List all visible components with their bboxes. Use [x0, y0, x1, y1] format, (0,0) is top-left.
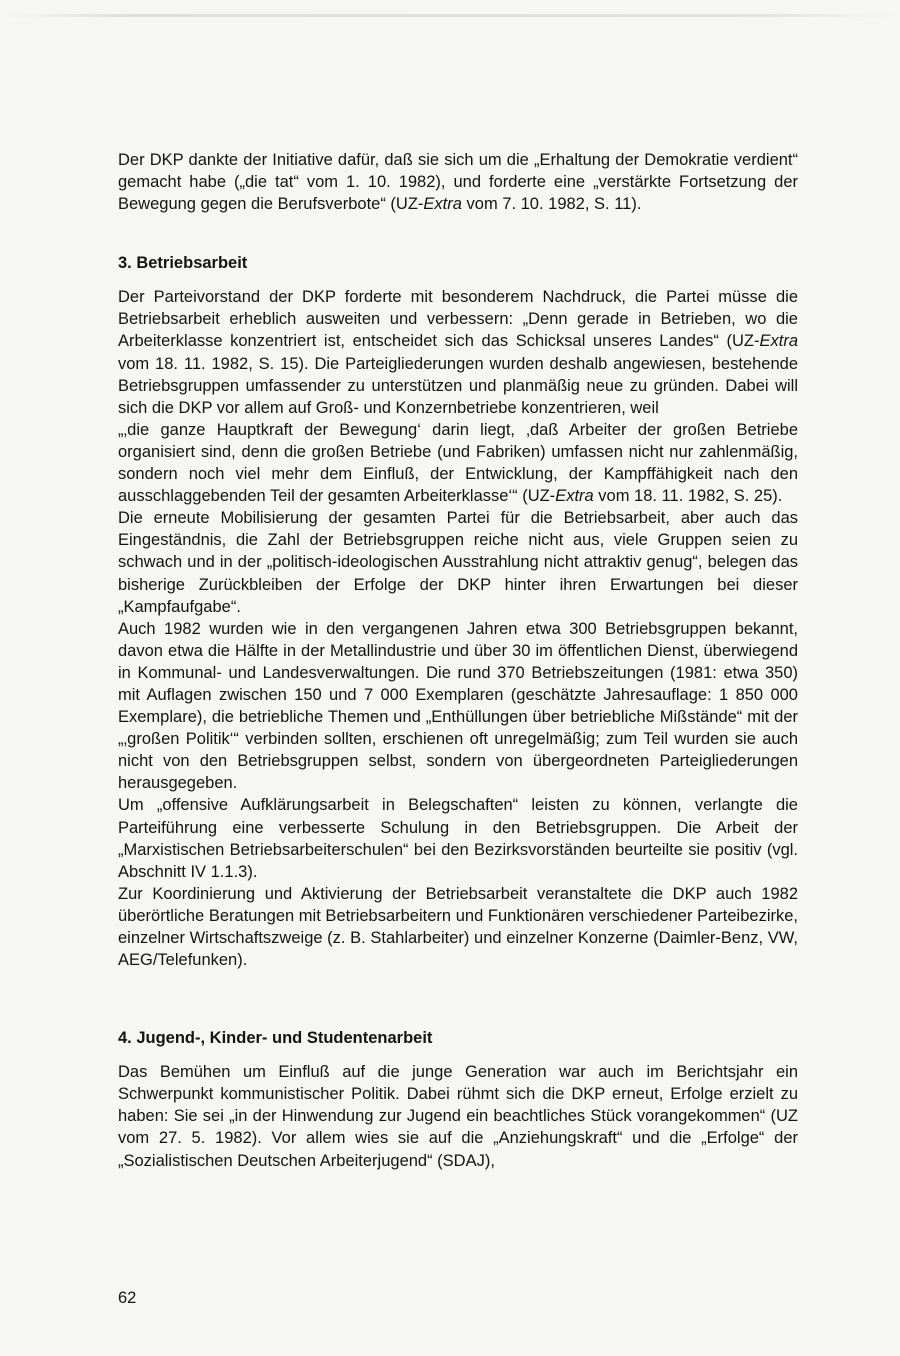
document-page — [118, 149, 798, 1172]
paragraph: Der Parteivorstand der DKP forderte mit besonderem Nachdruck, die Partei müsse die Betriebsarbeit erheblich ausweiten und verbessern: „Denn gerade in Betrieben, wo die Arbeiterklasse konzentriert ist, entscheidet sich das Schicksal unseres Landes“ (UZ-Extra vom 18. 11. 1982, S. 15). Die Parteigliederungen wurden deshalb angewiesen, bestehende Betriebsgruppen umfassender zu unterstützen und planmäßig neue zu gründen. Dabei will sich die DKP vor allem auf Groß- und Konzernbetriebe konzentrieren, weil — [118, 288, 798, 417]
block-quote: „‚die ganze Hauptkraft der Bewegung‘ darin liegt, ‚daß Arbeiter der großen Betriebe organisiert sind, denn die großen Betriebe (und Fabriken) umfassen nicht nur zahlenmäßig, sondern noch viel mehr dem Einfluß, der Entwicklung, der Kampffähigkeit nach den ausschlaggebenden Teil der gesamten Arbeiterklasse‘“ (UZ-Extra vom 18. 11. 1982, S. 25). — [118, 420, 798, 506]
intro-paragraph: Der DKP dankte der Initiative dafür, daß sie sich um die „Erhaltung der Demokratie verdient“ gemacht habe („die tat“ vom 1. 10. 1982), und forderte eine „verstärkte Fortsetzung der Bewegung gegen die Berufsverbote“ (UZ-Extra vom 7. 10. 1982, S. 11). — [118, 151, 798, 214]
paragraph: Auch 1982 wurden wie in den vergangenen Jahren etwa 300 Betriebsgruppen bekannt, davon etwa die Hälfte in der Metallindustrie und über 30 im öffentlichen Dienst, überwiegend in Kommunal- und Landesverwaltungen. Die rund 370 Betriebszeitungen (1981: etwa 350) mit Auflagen zwischen 150 und 7 000 Exemplaren (geschätzte Jahresauflage: 1 850 000 Exemplare), die betriebliche Themen und „Enthüllungen über betriebliche Mißstände“ mit der „‚großen Politik‘“ verbinden sollten, erschienen oft unregelmäßig; zum Teil wurden sie auch nicht von den Betriebsgruppen selbst, sondern von übergeordneten Parteigliederungen herausgegeben. — [118, 619, 798, 793]
paragraph: Das Bemühen um Einfluß auf die junge Generation war auch im Berichtsjahr ein Schwerpunkt kommunistischer Politik. Dabei rühmt sich die DKP erneut, Erfolge erzielt zu haben: Sie sei „in der Hinwendung zur Jugend ein beachtliches Stück vorangekommen“ (UZ vom 27. 5. 1982). Vor allem wies sie auf die „Anziehungskraft“ und die „Erfolge“ der „Sozialistischen Deutschen Arbeiterjugend“ (SDAJ), — [118, 1063, 798, 1170]
section-heading-jugendarbeit: 4. Jugend-, Kinder- und Studentenarbeit — [118, 1029, 433, 1048]
paragraph: Um „offensive Aufklärungsarbeit in Belegschaften“ leisten zu können, verlangte die Parteiführung eine verbesserte Schulung in den Betriebsgruppen. Die Arbeit der „Marxistischen Betriebsarbeiterschulen“ bei den Bezirksvorständen beurteilte sie positiv (vgl. Abschnitt IV 1.1.3). — [118, 796, 798, 881]
section-heading-betriebsarbeit: 3. Betriebsarbeit — [118, 254, 248, 273]
page-number: 62 — [118, 1289, 137, 1307]
paragraph: Die erneute Mobilisierung der gesamten Partei für die Betriebsarbeit, aber auch das Eingeständnis, die Zahl der Betriebsgruppen reiche nicht aus, viele Gruppen seien zu schwach und in der „politisch-ideologischen Ausstrahlung nicht attraktiv genug“, belegen das bisherige Zurückbleiben der Erfolge der DKP hinter ihren Erwartungen bei dieser „Kampfaufgabe“. — [118, 509, 798, 616]
paragraph: Zur Koordinierung und Aktivierung der Betriebsarbeit veranstaltete die DKP auch 1982 überörtliche Beratungen mit Betriebsarbeitern und Funktionären verschiedener Parteibezirke, einzelner Wirtschaftszweige (z. B. Stahlarbeiter) und einzelner Konzerne (Daimler-Benz, VW, AEG/Telefunken). — [118, 884, 798, 970]
scan-edge-line — [0, 14, 900, 17]
